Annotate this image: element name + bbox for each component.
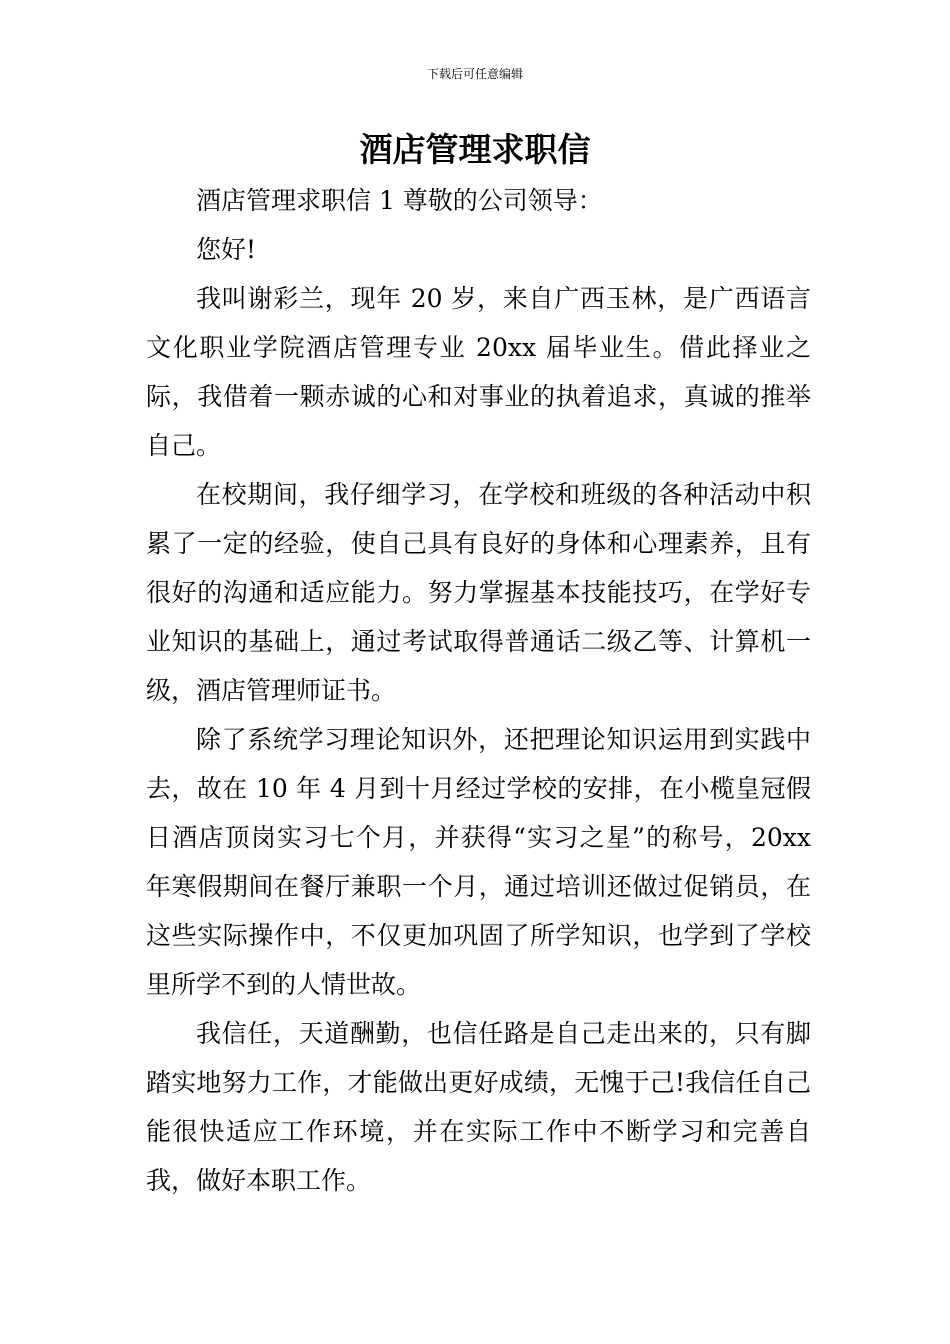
document-body — [146, 176, 811, 1205]
paragraph-introduction: 我叫谢彩兰，现年 20 岁，来自广西玉林，是广西语言文化职业学院酒店管理专业 20xx 届毕业生。借此择业之际，我借着一颗赤诚的心和对事业的执着追求，真诚的推举自己。 — [146, 284, 811, 460]
paragraph-school-period: 在校期间，我仔细学习，在学校和班级的各种活动中积累了一定的经验，使自己具有良好的身体和心理素养，且有很好的沟通和适应能力。努力掌握基本技能技巧，在学好专业知识的基础上，通过考试取得普通话二级乙等、计算机一级，酒店管理师证书。 — [146, 480, 811, 705]
document-title: 酒店管理求职信 — [359, 130, 591, 169]
paragraph-practice: 除了系统学习理论知识外，还把理论知识运用到实践中去，故在 10 年 4 月到十月经过学校的安排，在小榄皇冠假日酒店顶岗实习七个月，并获得“实习之星”的称号，20xx 年寒假期间在餐厅兼职一个月，通过培训还做过促销员，在这些实际操作中，不仅更加巩固了所学知识，也学到了学校里所学不到的人情世故。 — [146, 725, 811, 999]
paragraph-greeting: 您好! — [196, 235, 257, 264]
paragraph-salutation: 酒店管理求职信 1 尊敬的公司领导： — [196, 186, 603, 215]
paragraph-conclusion: 我信任，天道酬勤，也信任路是自己走出来的，只有脚踏实地努力工作，才能做出更好成绩，无愧于己!我信任自己能很快适应工作环境，并在实际工作中不断学习和完善自我，做好本职工作。 — [146, 1019, 811, 1195]
header-note: 下载后可任意编辑 — [426, 67, 523, 81]
